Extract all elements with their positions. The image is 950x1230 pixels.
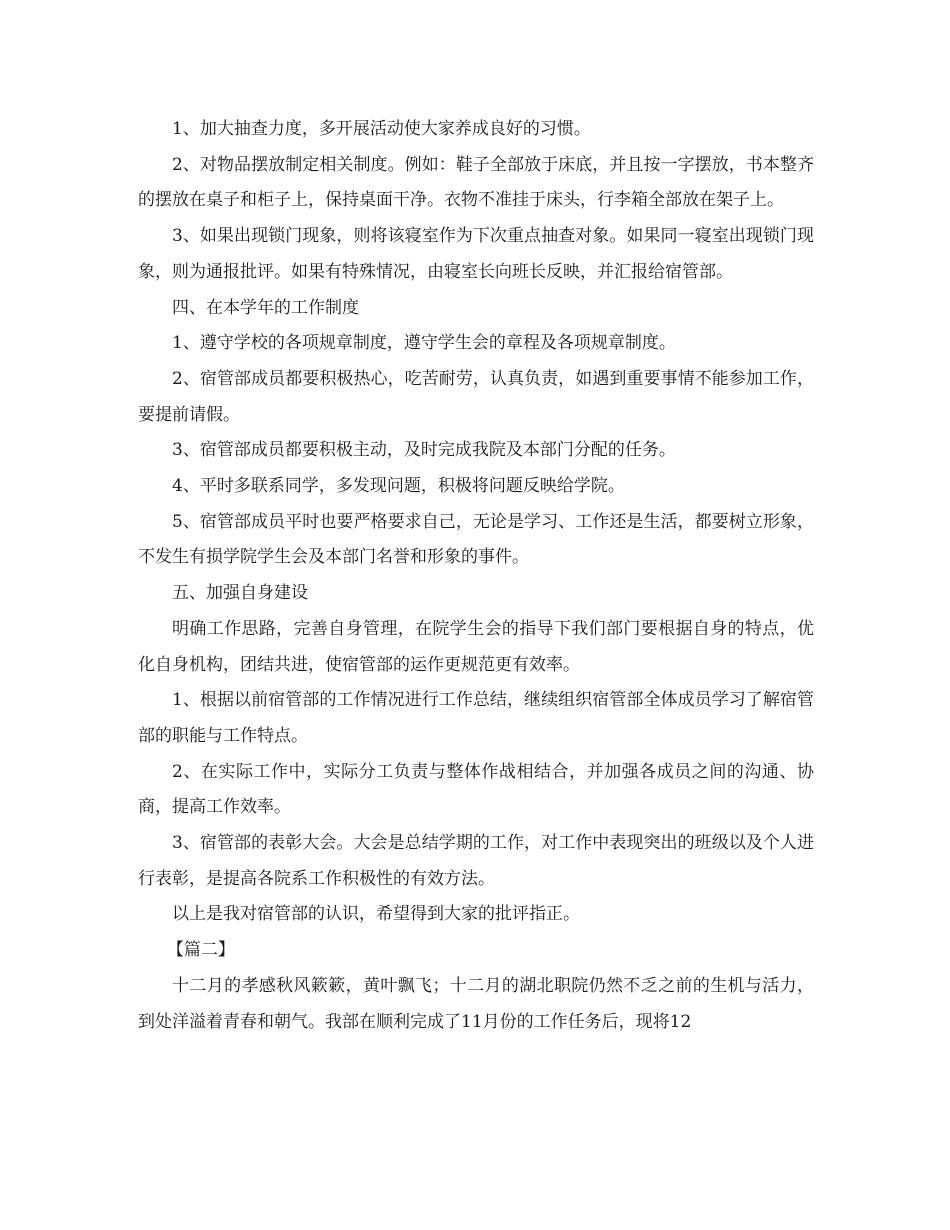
paragraph-rule-1: 1、遵守学校的各项规章制度，遵守学生会的章程及各项规章制度。 xyxy=(172,333,676,354)
paragraph-rule-3: 3、宿管部成员都要积极主动，及时完成我院及本部门分配的任务。 xyxy=(172,440,676,461)
paragraph-intro: 明确工作思路，完善自身管理，在院学生会的指导下我们部门要根据自身的特点，优化自身机构，团结共进，使宿管部的运作更规范更有效率。 xyxy=(138,618,814,675)
paragraph-rule-4: 4、平时多联系同学，多发现问题，积极将问题反映给学院。 xyxy=(172,476,625,497)
paragraph-build-2: 2、在实际工作中，实际分工负责与整体作战相结合，并加强各成员之间的沟通、协商，提高工作效率。 xyxy=(138,761,814,818)
part-two-heading: 【篇二】 xyxy=(166,940,235,961)
paragraph-measure-3: 3、如果出现锁门现象，则将该寝室作为下次重点抽查对象。如果同一寝室出现锁门现象，则为通报批评。如果有特殊情况，由寝室长向班长反映，并汇报给宿管部。 xyxy=(138,226,814,282)
paragraph-rule-2: 2、宿管部成员都要积极热心，吃苦耐劳，认真负责，如遇到重要事情不能参加工作，要提前请假。 xyxy=(138,368,814,425)
paragraph-measure-2: 2、对物品摆放制定相关制度。例如：鞋子全部放于床底，并且按一字摆放，书本整齐的摆放在桌子和柜子上，保持桌面干净。衣物不准挂于床头，行李箱全部放在架子上。 xyxy=(138,154,814,211)
paragraph-build-3: 3、宿管部的表彰大会。大会是总结学期的工作，对工作中表现突出的班级以及个人进行表彰，是提高各院系工作积极性的有效方法。 xyxy=(138,833,814,889)
paragraph-rule-5: 5、宿管部成员平时也要严格要求自己，无论是学习、工作还是生活，都要树立形象，不发生有损学院学生会及本部门名誉和形象的事件。 xyxy=(138,511,814,568)
paragraph-part-two-intro: 十二月的孝感秋风簌簌，黄叶飘飞；十二月的湖北职院仍然不乏之前的生机与活力，到处洋溢着青春和朝气。我部在顺利完成了11月份的工作任务后，现将12 xyxy=(138,975,814,1032)
paragraph-measure-1: 1、加大抽查力度，多开展活动使大家养成良好的习惯。 xyxy=(172,119,591,139)
document-body xyxy=(138,112,814,1040)
section-heading-5: 五、加强自身建设 xyxy=(172,583,308,604)
paragraph-closing: 以上是我对宿管部的认识，希望得到大家的批评指正。 xyxy=(172,904,580,925)
section-heading-4: 四、在本学年的工作制度 xyxy=(172,297,359,318)
paragraph-build-1: 1、根据以前宿管部的工作情况进行工作总结，继续组织宿管部全体成员学习了解宿管部的职能与工作特点。 xyxy=(138,690,814,746)
